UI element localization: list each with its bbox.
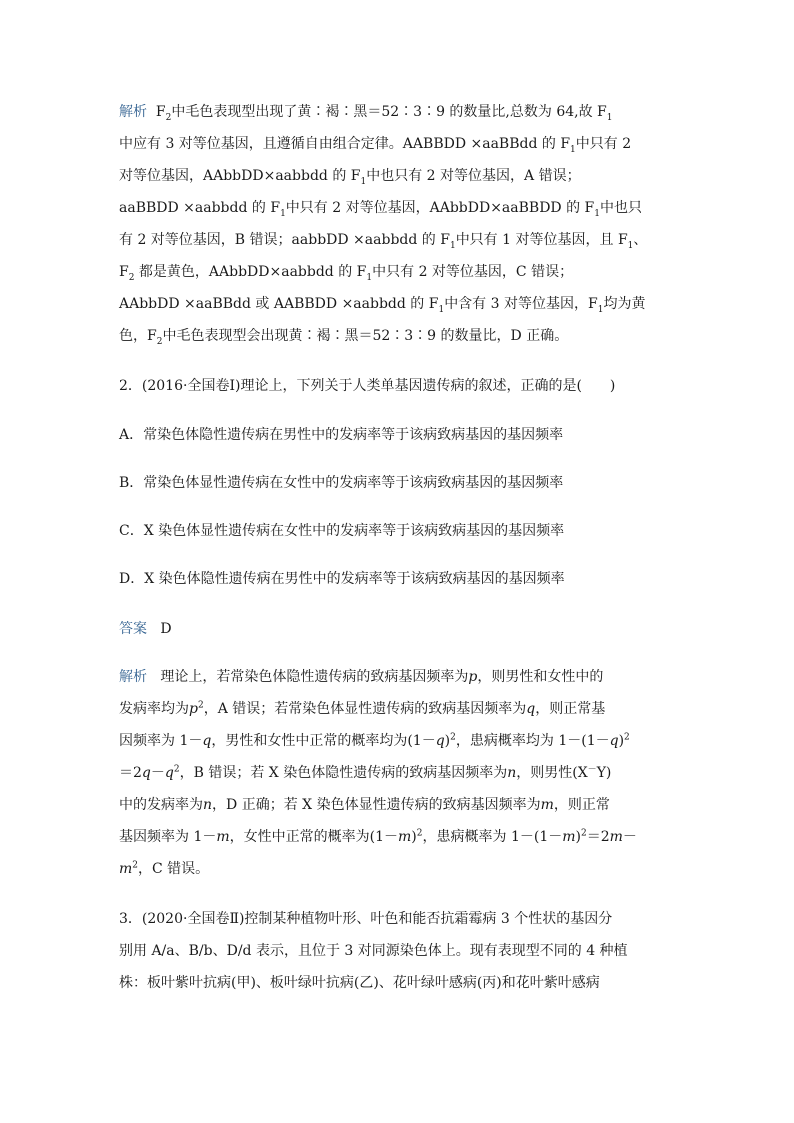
analysis-tag: 解析 (119, 669, 147, 685)
analysis-line-1: 解析 $F_2$中毛色表现型出现了黄∶褐∶黑＝52∶3∶9 的数量比,总数为 64,故 $F_1$ (119, 104, 613, 123)
analysis2-line-5: 中的发病率为n，D 正确；若 X 染色体显性遗传病的致病基因频率为m，则正常 (119, 797, 610, 813)
analysis2-line-2: 发病率均为$p^2$，A 错误；若常染色体显性遗传病的致病基因频率为q，则正常基 (119, 700, 606, 717)
answer-value: D (160, 621, 172, 637)
option-c: C．X 染色体显性遗传病在女性中的发病率等于该病致病基因的基因频率 (119, 523, 565, 539)
analysis-line-2: 中应有 3 对等位基因，且遵循自由组合定律。AABBDD ×aaBBdd 的 $F_1$中只有 2 (119, 136, 632, 155)
analysis2-line-1: 解析 理论上，若常染色体隐性遗传病的致病基因频率为p，则男性和女性中的 (119, 669, 604, 685)
question-3-line-1: 3．(2020·全国卷Ⅱ)控制某种植物叶形、叶色和能否抗霜霉病 3 个性状的基因分 (119, 911, 613, 927)
analysis-line-6: $F_2$ 都是黄色，AAbbDD×aabbdd 的 $F_1$中只有 2 对等位基因，C 错误； (119, 264, 574, 283)
analysis-line-8: 色，$F_2$中毛色表现型会出现黄∶褐∶黑＝52∶3∶9 的数量比，D 正确。 (119, 328, 569, 347)
analysis-line-5: 有 2 对等位基因，B 错误；aabbDD ×aabbdd 的 $F_1$中只有 1 对等位基因，且 $F_1$、 (119, 232, 648, 251)
answer-tag: 答案 (119, 621, 147, 637)
option-a: A．常染色体隐性遗传病在男性中的发病率等于该病致病基因的基因频率 (119, 427, 564, 443)
analysis-line-3: 对等位基因，AAbbDD×aabbdd 的 $F_1$中也只有 2 对等位基因，A 错误； (119, 168, 581, 187)
option-d: D．X 染色体隐性遗传病在男性中的发病率等于该病致病基因的基因频率 (119, 571, 565, 587)
analysis-line-4: aaBBDD ×aabbdd 的 $F_1$中只有 2 对等位基因，AAbbDD×aaBBDD 的 $F_1$中也只 (119, 200, 642, 219)
question-3-line-3: 株：板叶紫叶抗病(甲)、板叶绿叶抗病(乙)、花叶绿叶感病(丙)和花叶紫叶感病 (119, 975, 600, 991)
analysis2-line-4: $=2q-q^2$，B 错误；若 X 染色体隐性遗传病的致病基因频率为n，则男性(X－Y) (119, 764, 612, 781)
analysis2-line-6: 基因频率为 1－m，女性中正常的概率为$(1-m)^2$，患病概率为 $1-(1-m)^2=2m-$ (119, 828, 637, 845)
option-b: B．常染色体显性遗传病在女性中的发病率等于该病致病基因的基因频率 (119, 475, 564, 491)
analysis2-line-7: $m^2$，C 错误。 (119, 860, 210, 877)
question-2-stem: 2．(2016·全国卷Ⅰ)理论上，下列关于人类单基因遗传病的叙述，正确的是( ) (119, 378, 616, 394)
analysis-tag: 解析 (119, 104, 147, 120)
analysis-line-7: AAbbDD ×aaBBdd 或 AABBDD ×aabbdd 的 $F_1$中含有 3 对等位基因，$F_1$均为黄 (119, 296, 646, 315)
answer-line (119, 620, 679, 638)
analysis2-line-3: 因频率为 1－q，男性和女性中正常的概率均为$(1-q)^2$，患病概率均为 $1-(1-q)^2$ (119, 732, 630, 749)
question-3-line-2: 别用 A/a、B/b、D/d 表示，且位于 3 对同源染色体上。现有表现型不同的 4 种植 (119, 943, 628, 959)
